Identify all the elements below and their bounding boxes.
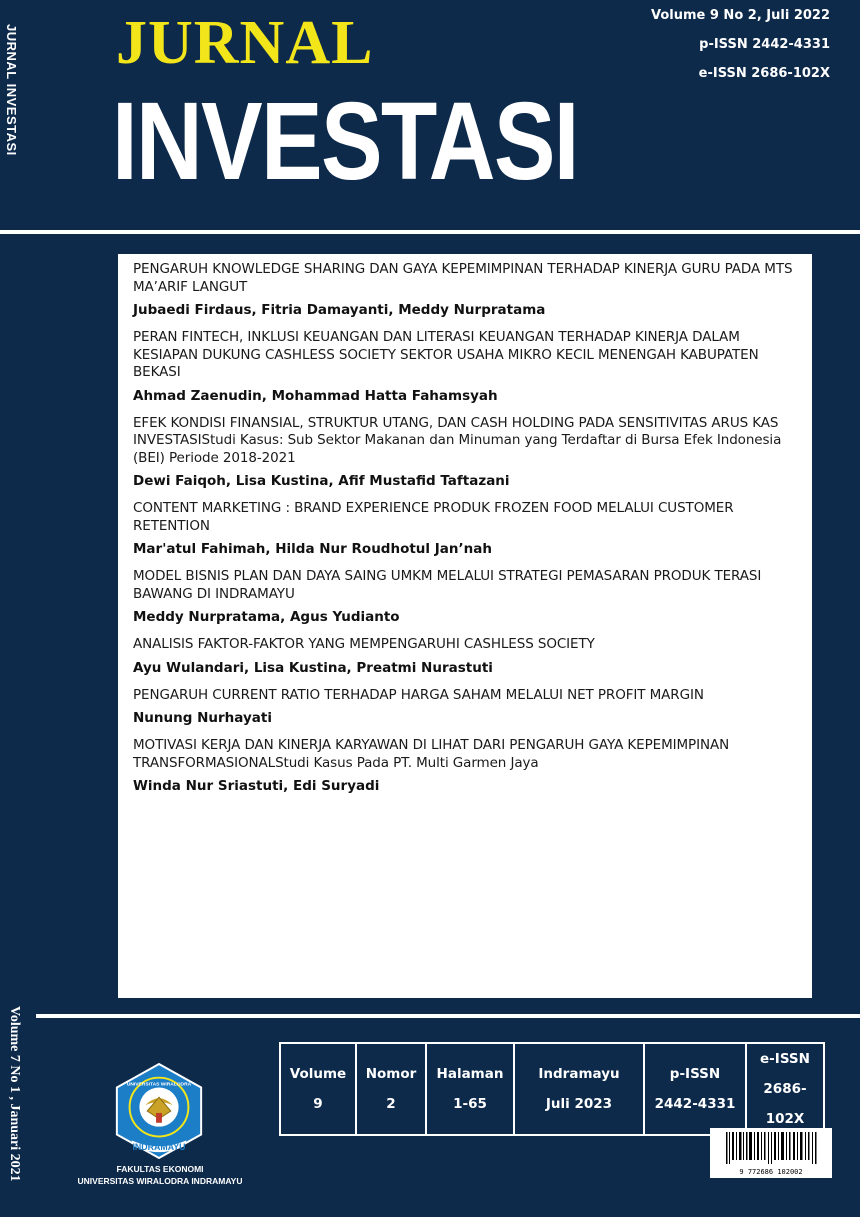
divider-top: [0, 230, 860, 234]
article-item: [133, 568, 796, 626]
info-cell-eissn: [746, 1043, 824, 1135]
article-title: PENGARUH CURRENT RATIO TERHADAP HARGA SAHAM MELALUI NET PROFIT MARGIN: [133, 686, 704, 703]
university-name: UNIVERSITAS WIRALODRA INDRAMAYU: [77, 1176, 243, 1186]
logo-text-top: UNIVERSITAS WIRALODRA: [126, 1082, 192, 1088]
article-item: [133, 636, 796, 677]
article-authors: Ahmad Zaenudin, Mohammad Hatta Fahamsyah: [133, 387, 498, 404]
issue-info-table: [279, 1042, 825, 1136]
info-value: 2: [386, 1096, 396, 1112]
info-cell-halaman: [426, 1043, 514, 1135]
faculty-name: FAKULTAS EKONOMI: [116, 1164, 204, 1174]
info-value: 1-65: [453, 1096, 487, 1112]
info-cell-pissn: [644, 1043, 746, 1135]
journal-title-jurnal: JURNAL: [116, 9, 374, 77]
info-value: 9: [313, 1096, 323, 1112]
faculty-block: [40, 1163, 280, 1187]
article-authors: Jubaedi Firdaus, Fitria Damayanti, Meddy Nurpratama: [133, 302, 546, 318]
barcode: [710, 1128, 832, 1178]
issue-volume: Volume 9 No 2, Juli 2022: [650, 8, 830, 23]
info-cell-indramayu: [514, 1043, 644, 1135]
article-authors: Dewi Faiqoh, Lisa Kustina, Afif Mustafid Taftazani: [133, 473, 510, 489]
article-item: [133, 415, 796, 491]
info-label: Nomor: [365, 1066, 417, 1082]
spine-volume: Volume 7 No 1 , Januari 2021: [7, 1006, 22, 1182]
article-item: [133, 261, 796, 319]
info-label: e-ISSN: [760, 1051, 810, 1067]
article-authors: Nunung Nurhayati: [133, 710, 272, 726]
info-label: Volume: [289, 1066, 347, 1082]
issue-eissn: e-ISSN 2686-102X: [698, 66, 830, 81]
info-value: Juli 2023: [545, 1096, 613, 1112]
article-title: CONTENT MARKETING : BRAND EXPERIENCE PRODUK FROZEN FOOD MELALUI CUSTOMER RETENTION: [133, 500, 734, 534]
article-authors: Mar'atul Fahimah, Hilda Nur Roudhotul Jan’nah: [133, 541, 492, 557]
info-value: 2442-4331: [654, 1096, 736, 1112]
article-item: [133, 737, 796, 795]
info-cell-nomor: [356, 1043, 426, 1135]
barcode-icon: [710, 1128, 832, 1168]
article-authors: Meddy Nurpratama, Agus Yudianto: [133, 609, 400, 625]
info-label: Indramayu: [538, 1066, 620, 1082]
journal-title-investasi: INVESTASI: [112, 80, 578, 203]
info-cell-volume: [280, 1043, 356, 1135]
article-item: [133, 500, 796, 558]
university-logo-icon: [110, 1062, 208, 1160]
barcode-number: 9 772686 102002: [739, 1168, 803, 1176]
spine-title: JURNAL INVESTASI: [4, 24, 19, 156]
info-value: 2686-102X: [763, 1081, 807, 1127]
article-title: MOTIVASI KERJA DAN KINERJA KARYAWAN DI LIHAT DARI PENGARUH GAYA KEPEMIMPINAN TRANSFORMASIONALStudi Kasus Pada PT. Multi Garmen Jaya: [133, 737, 730, 771]
logo-text: INDRAMAYU: [132, 1142, 186, 1153]
divider-bottom: [36, 1014, 860, 1018]
info-label: Halaman: [436, 1066, 504, 1082]
article-authors: Winda Nur Sriastuti, Edi Suryadi: [133, 778, 380, 794]
issue-meta: [651, 8, 830, 95]
article-title: PENGARUH KNOWLEDGE SHARING DAN GAYA KEPEMIMPINAN TERHADAP KINERJA GURU PADA MTS MA’ARIF LANGUT: [133, 261, 793, 295]
table-of-contents: [118, 254, 812, 998]
issue-pissn: p-ISSN 2442-4331: [699, 37, 830, 52]
article-title: PERAN FINTECH, INKLUSI KEUANGAN DAN LITERASI KEUANGAN TERHADAP KINERJA DALAM KESIAPAN DUKUNG CASHLESS SOCIETY SEKTOR USAHA MIKRO KECIL MENENGAH KABUPATEN BEKASI: [133, 329, 759, 380]
info-label: p-ISSN: [669, 1066, 721, 1082]
article-title: ANALISIS FAKTOR-FAKTOR YANG MEMPENGARUHI CASHLESS SOCIETY: [133, 636, 595, 652]
article-authors: Ayu Wulandari, Lisa Kustina, Preatmi Nurastuti: [133, 659, 493, 676]
article-item: [133, 687, 796, 728]
article-title: MODEL BISNIS PLAN DAN DAYA SAING UMKM MELALUI STRATEGI PEMASARAN PRODUK TERASI BAWANG DI INDRAMAYU: [133, 568, 762, 602]
article-item: [133, 329, 796, 405]
article-title: EFEK KONDISI FINANSIAL, STRUKTUR UTANG, DAN CASH HOLDING PADA SENSITIVITAS ARUS KAS INVESTASIStudi Kasus: Sub Sektor Makanan dan Minuman yang Terdaftar di Bursa Efek Indonesia (BEI) Periode 2018-2021: [133, 414, 782, 466]
